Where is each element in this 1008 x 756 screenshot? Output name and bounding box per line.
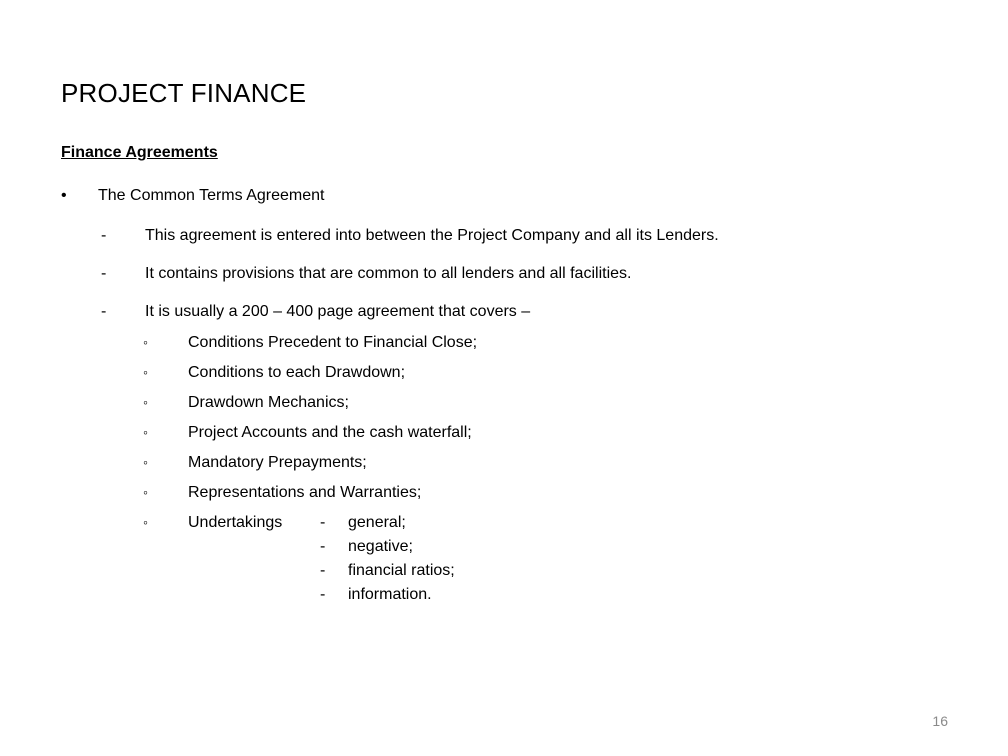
undertaking-text: negative; [348, 538, 413, 555]
undertaking-text: general; [348, 514, 406, 531]
circle-bullet-icon: ◦ [143, 454, 148, 470]
dash-mark: - [320, 586, 326, 603]
circle-bullet-icon: ◦ [143, 364, 148, 380]
circle-bullet-icon: ◦ [143, 334, 148, 350]
circle-bullet-icon: ◦ [143, 424, 148, 440]
circle-bullet-icon: ◦ [143, 484, 148, 500]
bullet-mark: • [61, 187, 67, 204]
sub-item-text: Project Accounts and the cash waterfall; [188, 424, 472, 441]
dash-mark: - [101, 227, 107, 244]
sub-item-text: Mandatory Prepayments; [188, 454, 367, 471]
sub-item-text: Representations and Warranties; [188, 484, 422, 501]
sub-item-text: Undertakings [188, 514, 283, 531]
dash-mark: - [320, 538, 326, 555]
sub-item-text: Drawdown Mechanics; [188, 394, 349, 411]
dash-text: This agreement is entered into between the Project Company and all its Lenders. [145, 227, 719, 244]
dash-text: It contains provisions that are common to all lenders and all facilities. [145, 265, 632, 282]
undertaking-text: information. [348, 586, 432, 603]
dash-mark: - [101, 265, 107, 282]
dash-mark: - [320, 514, 326, 531]
circle-bullet-icon: ◦ [143, 514, 148, 530]
section-heading: Finance Agreements [61, 144, 218, 161]
sub-item-text: Conditions Precedent to Financial Close; [188, 334, 478, 351]
dash-mark: - [101, 303, 107, 320]
sub-item-text: Conditions to each Drawdown; [188, 364, 406, 381]
bullet-text: The Common Terms Agreement [98, 187, 325, 204]
circle-bullet-icon: ◦ [143, 394, 148, 410]
page-number: 16 [932, 713, 948, 729]
dash-text: It is usually a 200 – 400 page agreement that covers – [145, 303, 531, 320]
slide-title: PROJECT FINANCE [61, 78, 307, 108]
undertaking-text: financial ratios; [348, 562, 455, 579]
dash-mark: - [320, 562, 326, 579]
